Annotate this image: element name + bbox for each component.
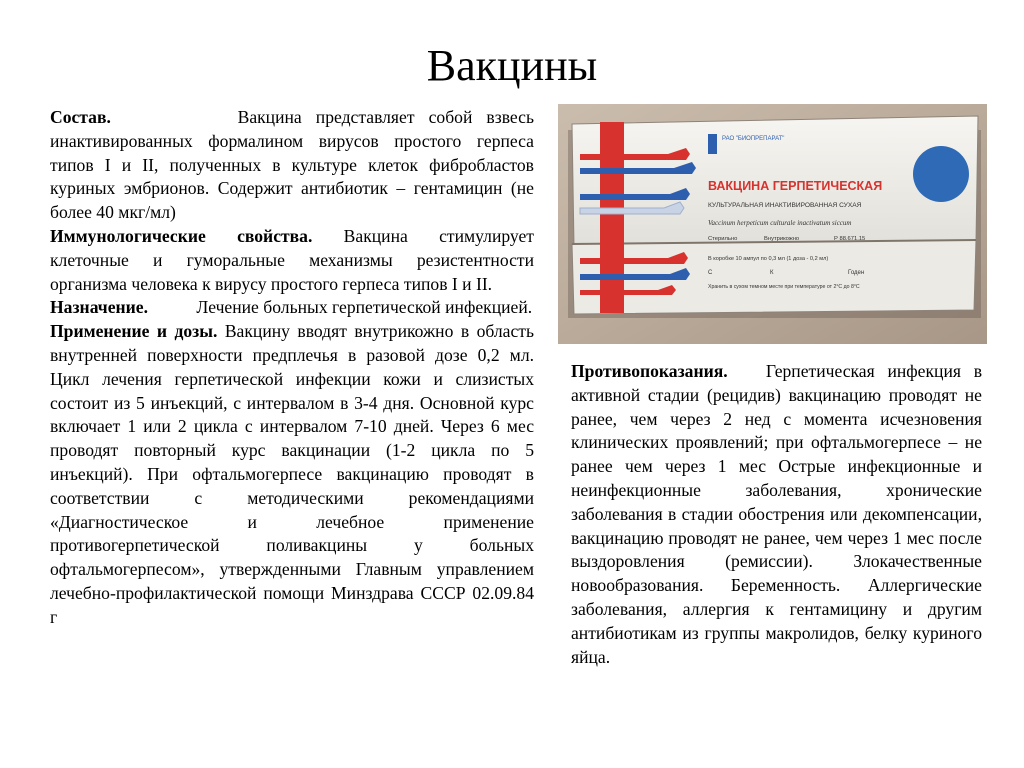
box-subtitle: КУЛЬТУРАЛЬНАЯ ИНАКТИВИРОВАННАЯ СУХАЯ (708, 202, 862, 209)
composition-label: Состав. (50, 107, 111, 127)
box-contents: В коробке 10 ампул по 0,3 мл (1 доза - 0,2 мл) (708, 256, 829, 262)
box-route: Внутрикожно (764, 236, 800, 242)
composition-paragraph (50, 106, 534, 225)
box-control: К (770, 270, 774, 276)
red-stripe (600, 122, 624, 313)
box-storage: Хранить в сухом темном месте при температуре от 2°С до 8°С (708, 284, 860, 290)
purpose-label: Назначение. (50, 297, 148, 318)
vaccine-box-photo (558, 104, 987, 344)
box-series: С (708, 270, 713, 276)
contraindications-paragraph (571, 360, 982, 669)
usage-paragraph (50, 320, 534, 629)
blue-circle-seal (913, 146, 969, 202)
immunology-label: Иммунологические свойства. (50, 225, 313, 246)
box-registration: Р 88.671.15 (834, 236, 866, 242)
purpose-text: Лечение больных герпетической инфекцией. (196, 297, 533, 318)
slide-title: Вакцины (426, 41, 598, 90)
box-manufacturer: РАО "БИОПРЕПАРАТ" (722, 136, 785, 142)
right-text-column (571, 360, 982, 669)
vaccine-box-illustration (558, 104, 987, 344)
immunology-text: Вакцина стимулирует клеточные и гуморальные механизмы резистентности организма человека к вирусу простого герпеса типов I и II. (50, 225, 534, 294)
manufacturer-logo-icon (708, 134, 717, 154)
usage-label: Применение и дозы. (50, 321, 218, 342)
box-latin-name: Vaccinum herpeticum culturale inactivatum siccum (708, 219, 852, 227)
box-valid: Годен (848, 270, 865, 276)
left-text-column (50, 106, 534, 630)
contraindications-text: Герпетическая инфекция в активной стадии (рецидив) вакцинацию проводят не ранее, чем через 2 нед с момента исчезновения клинических проявлений; при офтальмогерпесе – не ранее чем через 1 мес Острые инфекционные и неинфекционные заболевания, хронические заболевания в стадии обострения или декомпенсации, вакцинацию проводят не ранее, чем через 1 мес после выздоровления (ремиссии). Злокачественные новообразования. Беременность. Аллергические заболевания, аллергия к гентамицину и другим антибиотикам из группы макролидов, белку куриного яйца. (571, 361, 982, 667)
box-product-name: ВАКЦИНА ГЕРПЕТИЧЕСКАЯ (708, 179, 883, 193)
usage-text: Вакцину вводят внутрикожно в область внутренней поверхности предплечья в разовой дозе 0,2 мл. Цикл лечения герпетической инфекции кожи и слизистых состоит из 5 инъекций, с интервалом в 3-4 дня. Основной курс включает 1 или 2 цикла с интервалом 7-10 дней. Через 6 мес проводят повторный курс вакцинации (1-2 цикла по 5 инъекций). При офтальмогерпесе вакцинацию проводят в соответствии с методическими рекомендациями «Диагностическое и лечебное применение противогерпетической поливакцины у больных офтальмогерпесом», утвержденными Главным управлением лечебно-профилактической помощи Минздрава СССР 02.09.84 г (50, 321, 534, 627)
immunology-paragraph (50, 225, 534, 296)
purpose-paragraph (50, 296, 534, 320)
contraindications-label: Противопоказания. (571, 361, 728, 381)
box-sterile: Стерильно (708, 236, 738, 242)
composition-text: Вакцина представляет собой взвесь инактивированных формалином вирусов простого герпеса типов I и II, полученных в культуре клеток фибробластов куриных эмбрионов. Содержит антибиотик – гентамицин (не более 40 мкг/мл) (50, 107, 534, 223)
